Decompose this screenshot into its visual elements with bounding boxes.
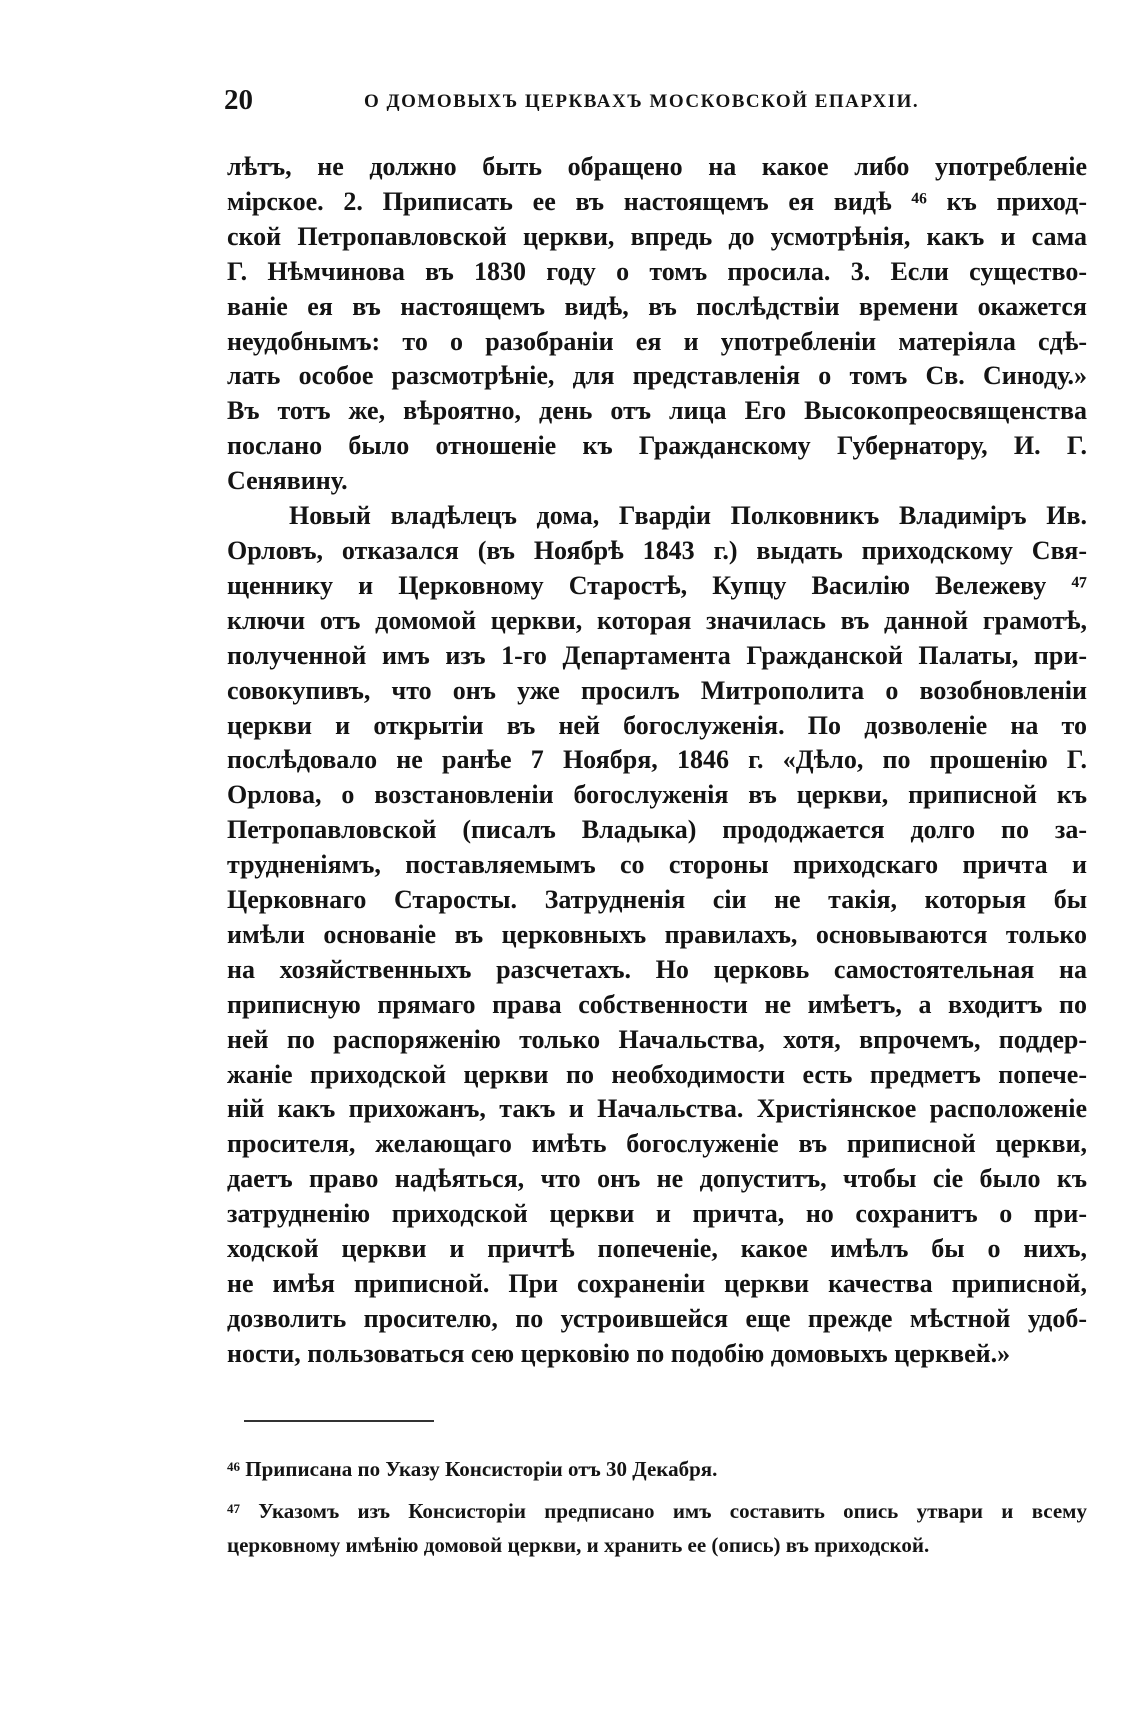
text-line: просителя, желающаго имѣть богослуженіе въ приписной церкви, bbox=[227, 1129, 1087, 1159]
text-line: Орловъ, отказался (въ Ноябрѣ 1843 г.) выдать приходскому Свя- bbox=[227, 535, 1087, 565]
text-line: Въ тотъ же, вѣроятно, день отъ лица Его Высокопреосвященства bbox=[227, 396, 1087, 426]
running-title: О ДОМОВЫХЪ ЦЕРКВАХЪ МОСКОВСКОЙ ЕПАРХІИ. bbox=[364, 91, 920, 112]
page-header bbox=[224, 80, 1084, 120]
text-line: ключи отъ домомой церкви, которая значилась въ данной грамотѣ, bbox=[227, 605, 1087, 635]
text-line: не имѣя приписной. При сохраненіи церкви качества приписной, bbox=[227, 1269, 1087, 1298]
text-line: полученной имъ изъ 1-го Департамента Гражданской Палаты, при- bbox=[227, 640, 1087, 670]
text-line: послѣдовало не ранѣе 7 Ноября, 1846 г. «Дѣло, по прошенію Г. bbox=[227, 745, 1087, 775]
text-line: Сенявину. bbox=[227, 466, 348, 496]
text-line: лѣтъ, не должно быть обращено на какое либо употребленіе bbox=[227, 152, 1087, 181]
footnote-47-continuation: церковному имѣнію домовой церкви, и хранить ее (опись) въ приходской. bbox=[227, 1533, 930, 1557]
footnote-marker: 46 bbox=[227, 1459, 240, 1474]
text-line: лать особое разсмотрѣніе, для представленія о томъ Св. Синоду.» bbox=[227, 361, 1087, 391]
text-line: даетъ право надѣяться, что онъ не допуститъ, чтобы сіе было къ bbox=[227, 1164, 1087, 1194]
text-line: ности, пользоваться сею церковію по подобію домовыхъ церквей.» bbox=[227, 1338, 1011, 1368]
footnote-46 bbox=[227, 1452, 1087, 1486]
text-line: неудобнымъ: то о разобраніи ея и употребленіи матеріяла сдѣ- bbox=[227, 326, 1087, 356]
text-line: Петропавловской (писалъ Владыка) прододжается долго по за- bbox=[227, 815, 1087, 845]
text-line: Орлова, о возстановленіи богослуженія въ церкви, приписной къ bbox=[227, 780, 1087, 810]
text-line: на хозяйственныхъ разсчетахъ. Но церковь самостоятельная на bbox=[227, 954, 1087, 984]
footnote-text: Указомъ изъ Консисторіи предписано имъ составить опись утвари и всему bbox=[258, 1499, 1087, 1523]
text-line: послано было отношеніе къ Гражданскому Губернатору, И. Г. bbox=[227, 431, 1087, 461]
text-line: совокупивъ, что онъ уже просилъ Митрополита о возобновленіи bbox=[227, 675, 1087, 705]
main-text bbox=[227, 150, 1087, 1372]
text-line: затрудненію приходской церкви и причта, но сохранитъ о при- bbox=[227, 1199, 1087, 1229]
footnote-text: Приписана по Указу Консисторіи отъ 30 Декабря. bbox=[245, 1457, 718, 1481]
paragraph-first-line: Новый владѣлецъ дома, Гвардіи Полковникъ Владиміръ Ив. bbox=[289, 501, 1087, 531]
text-line: дозволить просителю, по устроившейся еще прежде мѣстной удоб- bbox=[227, 1303, 1087, 1333]
text-line: мірское. 2. Приписать ее въ настоящемъ ея видѣ ⁴⁶ къ приход- bbox=[227, 186, 1087, 216]
text-line: Церковнаго Старосты. Затрудненія сіи не такія, которыя бы bbox=[227, 885, 1087, 915]
text-line: ходской церкви и причтѣ попеченіе, какое имѣлъ бы о нихъ, bbox=[227, 1234, 1087, 1264]
footnote-47 bbox=[227, 1494, 1087, 1528]
text-line: ній какъ прихожанъ, такъ и Начальства. Христіянское расположеніе bbox=[227, 1094, 1087, 1124]
footnote-marker: 47 bbox=[227, 1501, 240, 1516]
footnote-separator bbox=[244, 1420, 434, 1422]
text-line: ней по распоряженію только Начальства, хотя, впрочемъ, поддер- bbox=[227, 1024, 1087, 1054]
page-number: 20 bbox=[224, 84, 253, 116]
text-line: щеннику и Церковному Старостѣ, Купцу Василію Вележеву ⁴⁷ bbox=[227, 570, 1087, 600]
text-line: Г. Нѣмчинова въ 1830 году о томъ просила. 3. Если существо- bbox=[227, 256, 1087, 286]
text-line: церкви и открытіи въ ней богослуженія. По дозволеніе на то bbox=[227, 710, 1087, 740]
text-line: ской Петропавловской церкви, впредь до усмотрѣнія, какъ и сама bbox=[227, 221, 1087, 251]
text-line: ваніе ея въ настоящемъ видѣ, въ послѣдствіи времени окажется bbox=[227, 291, 1087, 321]
text-line: трудненіямъ, поставляемымъ со стороны приходскаго причта и bbox=[227, 850, 1087, 880]
text-line: жаніе приходской церкви по необходимости есть предметъ попече- bbox=[227, 1059, 1087, 1089]
text-line: приписную прямаго права собственности не имѣетъ, а входитъ по bbox=[227, 989, 1087, 1019]
footnotes bbox=[227, 1452, 1087, 1562]
text-line: имѣли основаніе въ церковныхъ правилахъ, основываются только bbox=[227, 919, 1087, 949]
